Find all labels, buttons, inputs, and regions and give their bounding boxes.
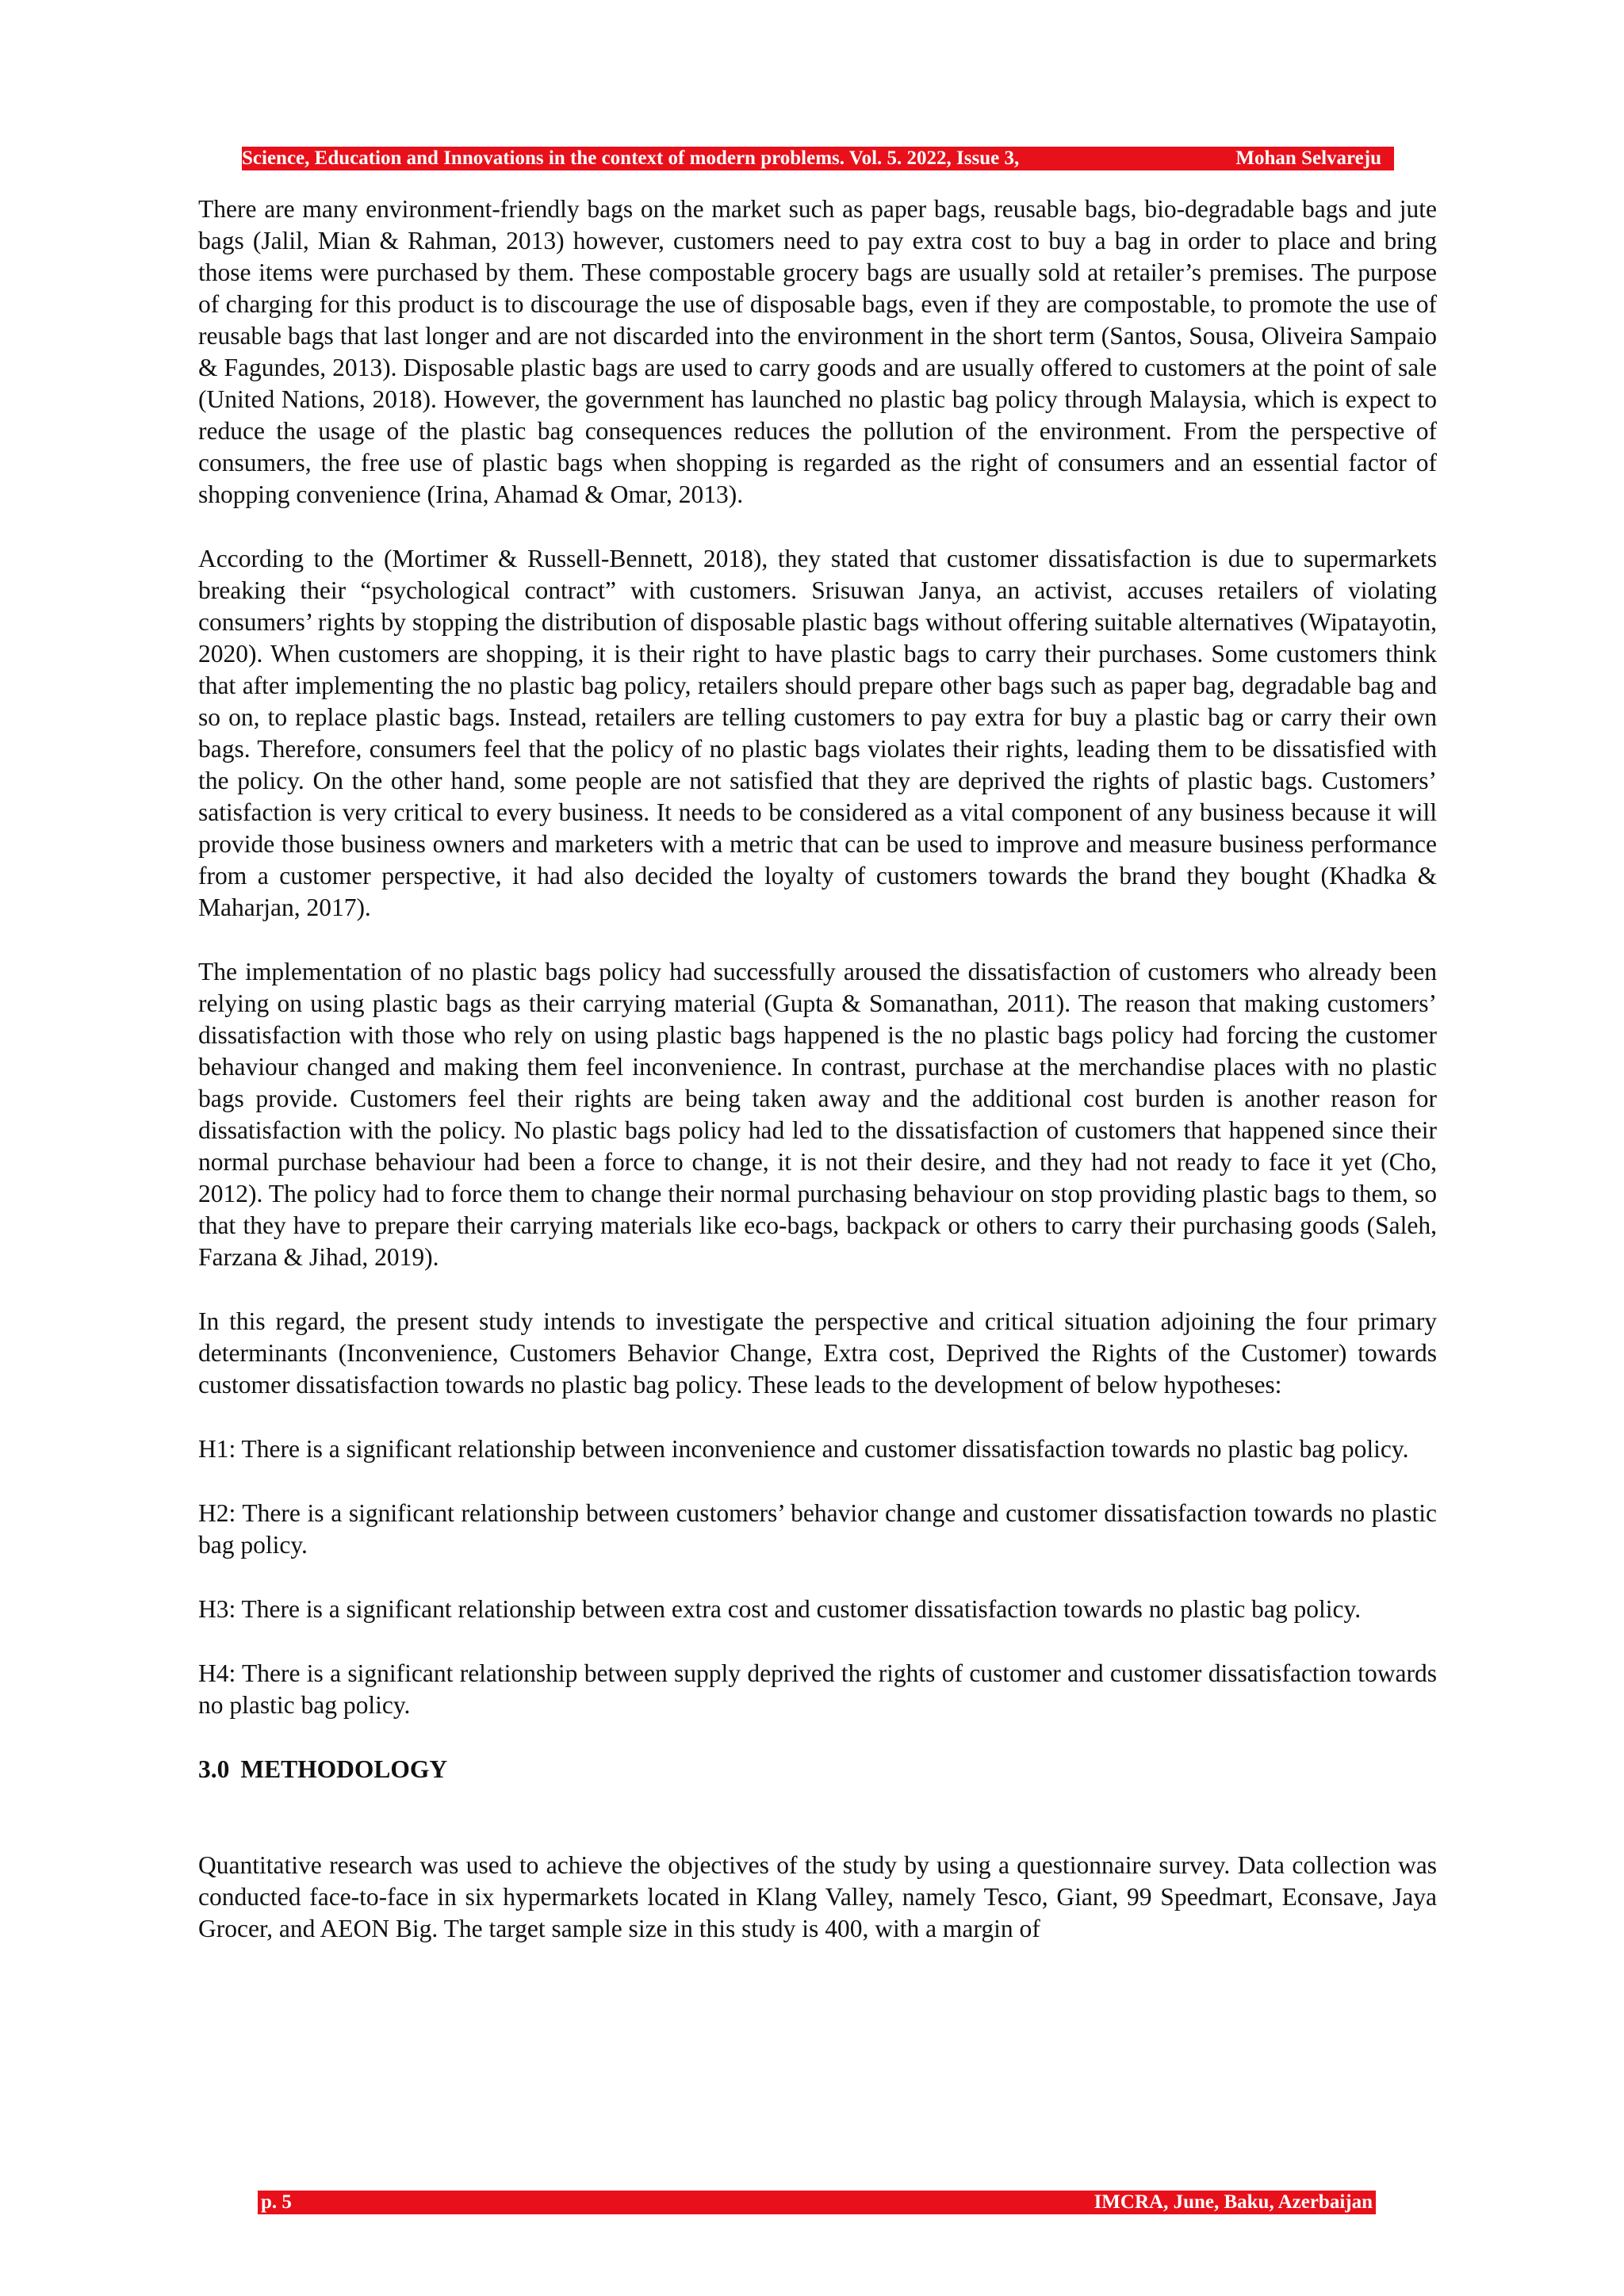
running-header	[242, 147, 1394, 170]
section-heading	[198, 1754, 1437, 1785]
hypothesis-h1: H1: There is a significant relationship between inconvenience and customer dissatisfaction towards no plastic bag policy.	[198, 1435, 1409, 1463]
hypothesis-h2: H2: There is a significant relationship between customers’ behavior change and customer dissatisfaction towards no plastic bag policy.	[198, 1499, 1437, 1559]
paragraph: According to the (Mortimer & Russell-Bennett, 2018), they stated that customer dissatisfaction is due to supermarkets breaking their “psychological contract” with customers. Srisuwan Janya, an activist, accuses retailers of violating consumers’ rights by stopping the distribution of disposable plastic bags without offering suitable alternatives (Wipatayotin, 2020). When customers are shopping, it is their right to have plastic bags to carry their purchases. Some customers think that after implementing the no plastic bag policy, retailers should prepare other bags such as paper bag, degradable bag and so on, to replace plastic bags. Instead, retailers are telling customers to pay extra for buy a plastic bag or carry their own bags. Therefore, consumers feel that the policy of no plastic bags violates their rights, leading them to be dissatisfied with the policy. On the other hand, some people are not satisfied that they are deprived the rights of plastic bags. Customers’ satisfaction is very critical to every business. It needs to be considered as a vital component of any business because it will provide those business owners and marketers with a metric that can be used to improve and measure business performance from a customer perspective, it had also decided the loyalty of customers towards the brand they bought (Khadka & Maharjan, 2017).	[198, 545, 1437, 921]
page-number: p. 5	[261, 2191, 292, 2213]
hypothesis-h3: H3: There is a significant relationship between extra cost and customer dissatisfaction towards no plastic bag policy.	[198, 1595, 1362, 1623]
section-number: 3.0	[198, 1755, 230, 1783]
page-body	[198, 193, 1437, 1977]
paragraph: There are many environment-friendly bags on the market such as paper bags, reusable bags, bio-degradable bags and jute bags (Jalil, Mian & Rahman, 2013) however, customers need to pay extra cost to buy a bag in order to place and bring those items were purchased by them. These compostable grocery bags are usually sold at retailer’s premises. The purpose of charging for this product is to discourage the use of disposable bags, even if they are compostable, to promote the use of reusable bags that last longer and are not discarded into the environment in the short term (Santos, Sousa, Oliveira Sampaio & Fagundes, 2013). Disposable plastic bags are used to carry goods and are usually offered to customers at the point of sale (United Nations, 2018). However, the government has launched no plastic bag policy through Malaysia, which is expect to reduce the usage of the plastic bag consequences reduces the pollution of the environment. From the perspective of consumers, the free use of plastic bags when shopping is regarded as the right of consumers and an essential factor of shopping convenience (Irina, Ahamad & Omar, 2013).	[198, 195, 1437, 508]
header-author: Mohan Selvareju	[1235, 147, 1381, 169]
methodology-paragraph: Quantitative research was used to achieve the objectives of the study by using a questionnaire survey. Data collection was conducted face-to-face in six hypermarkets located in Klang Valley, namely Tesco, Giant, 99 Speedmart, Econsave, Jaya Grocer, and AEON Big. The target sample size in this study is 400, with a margin of	[198, 1851, 1437, 1942]
section-title: METHODOLOGY	[240, 1755, 448, 1783]
paragraph: The implementation of no plastic bags policy had successfully aroused the dissatisfaction of customers who already been relying on using plastic bags as their carrying material (Gupta & Somanathan, 2011). The reason that making customers’ dissatisfaction with those who rely on using plastic bags happened is the no plastic bags policy had forcing the customer behaviour changed and making them feel inconvenience. In contrast, purchase at the merchandise places with no plastic bags provide. Customers feel their rights are being taken away and the additional cost burden is another reason for dissatisfaction with the policy. No plastic bags policy had led to the dissatisfaction of customers that happened since their normal purchase behaviour had been a force to change, it is not their desire, and they had not ready to face it yet (Cho, 2012). The policy had to force them to change their normal purchasing behaviour on stop providing plastic bags to them, so that they have to prepare their carrying materials like eco-bags, backpack or others to carry their purchasing goods (Saleh, Farzana & Jihad, 2019).	[198, 958, 1437, 1271]
journal-title: Science, Education and Innovations in the context of modern problems. Vol. 5. 2022, Issue 3,	[242, 147, 1020, 169]
hypothesis-h4: H4: There is a significant relationship between supply deprived the rights of customer and customer dissatisfaction towards no plastic bag policy.	[198, 1659, 1437, 1719]
paragraph: In this regard, the present study intends to investigate the perspective and critical situation adjoining the four primary determinants (Inconvenience, Customers Behavior Change, Extra cost, Deprived the Rights of the Customer) towards customer dissatisfaction towards no plastic bag policy. These leads to the development of below hypotheses:	[198, 1307, 1437, 1399]
running-footer	[258, 2191, 1376, 2214]
footer-publisher: IMCRA, June, Baku, Azerbaijan	[1094, 2191, 1373, 2213]
